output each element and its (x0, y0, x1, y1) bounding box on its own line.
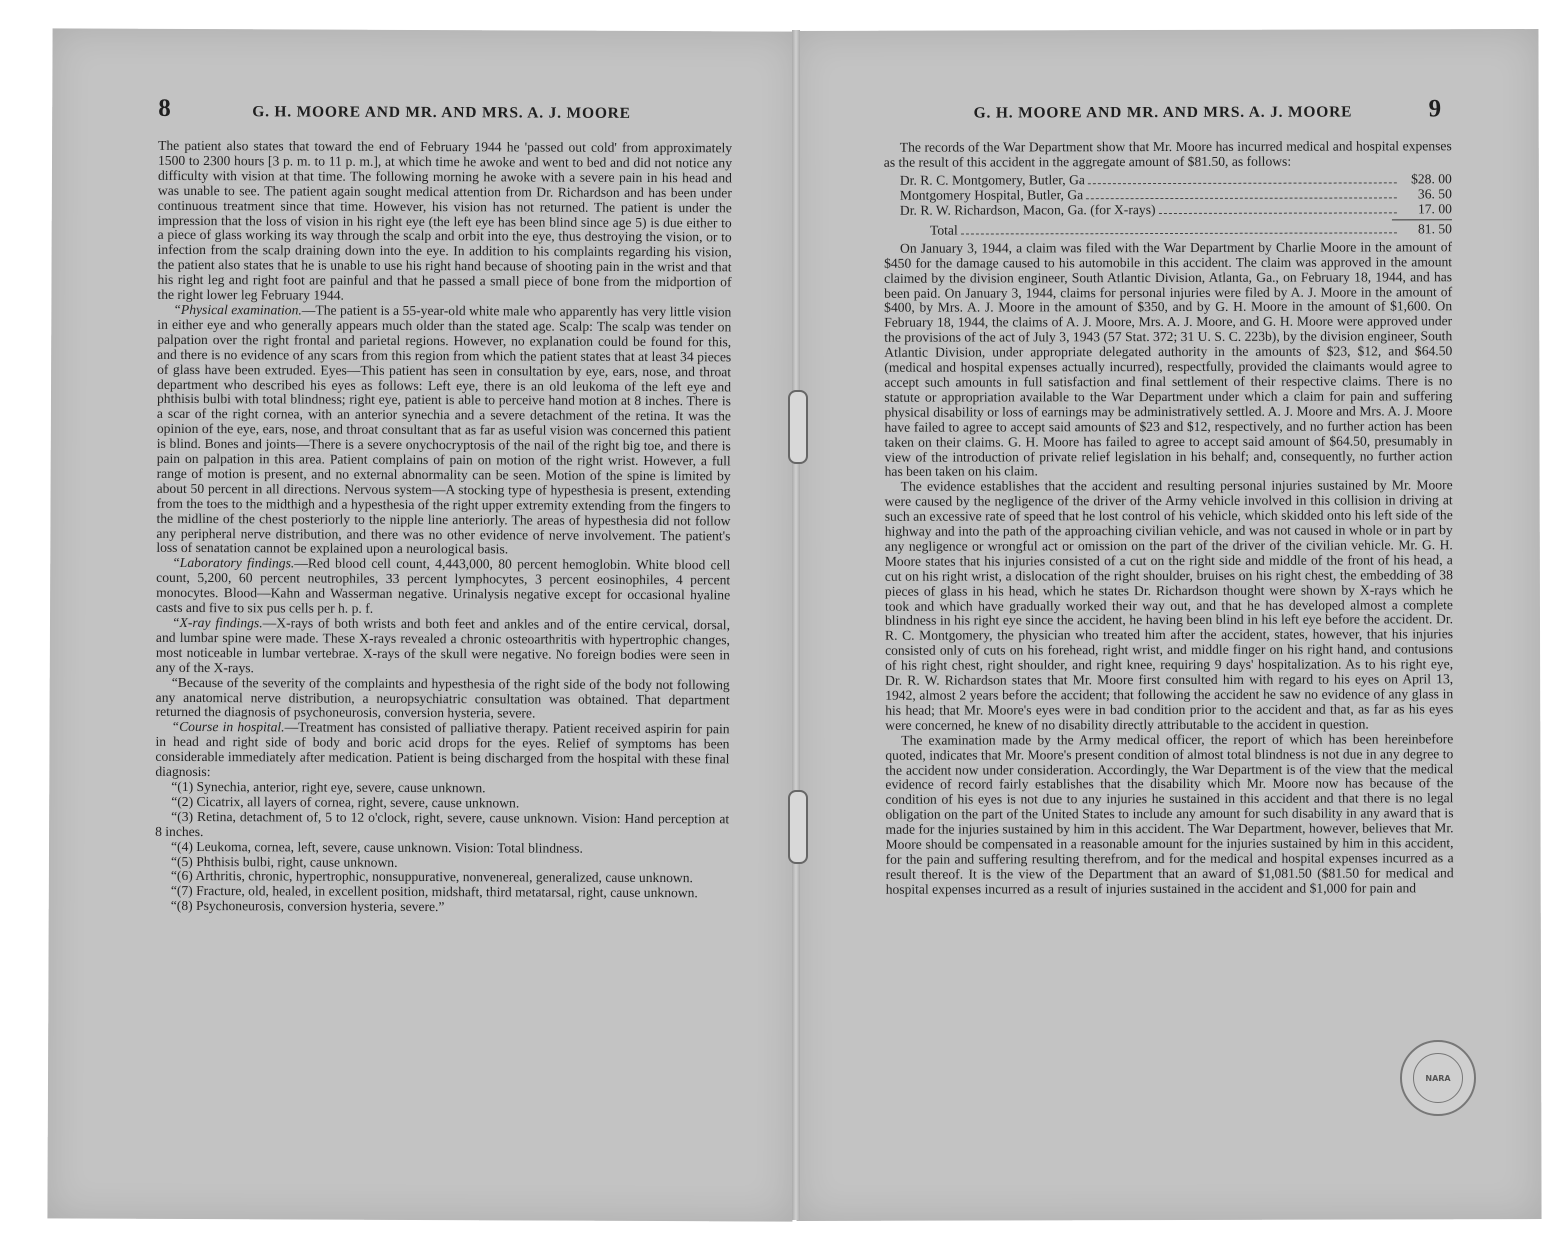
diagnosis-item: “(4) Leukoma, cornea, left, severe, cause unknown. Vision: Total blindness. (171, 838, 583, 856)
total-label: Total (929, 222, 958, 238)
expense-label: Dr. R. W. Richardson, Macon, Ga. (for X-rays) (899, 201, 1156, 218)
paragraph-text: —Red blood cell count, 4,443,000, 80 percent hemoglobin. White blood cell count, 5,200, 60 percent neutrophiles, 33 percent lymphocytes, 3 percent eosinophiles, 4 percent monocytes. Blood—Kahn and Wasserman negative. Urinalysis negative except for occasional hyaline casts and five to six pus cells per h. p. f. (156, 555, 731, 616)
page-number-left: 8 (158, 94, 171, 122)
section-label: “Physical examination. (173, 301, 302, 318)
right-body (884, 139, 1454, 897)
paragraph (156, 303, 731, 559)
diagnosis-item: “(7) Fracture, old, healed, in excellent position, midshaft, third metatarsal, right, cause unknown. (170, 883, 698, 901)
leader-dots (1088, 182, 1397, 184)
diagnosis-item: “(3) Retina, detachment of, 5 to 12 o'clock, right, severe, cause unknown. Vision: Hand perception at 8 inches. (155, 808, 730, 839)
diagnosis-item: “(6) Arthritis, chronic, hypertrophic, nonsuppurative, nonvenereal, generalized, cause unknown. (170, 868, 693, 886)
paragraph: The patient also states that toward the end of February 1944 he 'passed out cold' from approximately 1500 to 2300 hours [3 p. m. to 11 p. m.], at which time he awoke and went to bed and did not notice any difficulty with vision at that time. The following morning he awoke with a severe pain in his head and was unable to see. The patient again sought medical attention from Dr. Richardson and has been under continuous treatment since that time. However, his vision has not returned. The patient is under the impression that the loss of vision in his right eye (the left eye has been blind since age 5) is due either to a piece of glass working its way through the scalp and orbit into the eye, thus destroying the vision, or to infection from the scalp draining down into the eye. In addition to his complaints regarding his vision, the patient also states that he is unable to use his right hand because of shooting pain in the wrist and that his right leg and right foot are painful and that he passed a small piece of bone from the midportion of the right lower leg February 1944. (157, 137, 733, 303)
paragraph (156, 556, 730, 618)
diagnosis-item: “(1) Synechia, anterior, right eye, severe, cause unknown. (171, 778, 486, 796)
paragraph-text: —The patient is a 55-year-old white male who apparently has very little vision in either eye and who generally appears much older than the stated age. Scalp: The scalp was tender on palpation over the right frontal and parietal regions. However, no explanation could be found for this, and there is no evidence of any scars from this region from which the patient states that at least 34 pieces of glass have been extruded. Eyes—This patient has seen in consultation by eye, ears, nose, and throat department who described his eyes as follows: Left eye, there is an old leukoma of the left eye and phthisis bulbi with total blindness; right eye, patient is able to perceive hand motion at 8 inches. There is a scar of the right cornea, with an anterior synechia and a severe detachment of the retina. It was the opinion of the eye, ears, nose, and throat consultant that as far as useful vision was concerned this patient is blind. Bones and joints—There is a severe onychocryptosis of the nail of the right big toe, and there is pain on palpation in this area. Patient complains of pain on motion of the right wrist. However, a full range of motion is present, and no external abnormality can be seen. Motion of the spine is limited by about 50 percent in all directions. Nervous system—A stocking type of hypesthesia is present, extending from the toes to the midthigh and a hypesthesia of the right upper extremity extending from the fingers to the midline of the chest posteriorly to the nipple line anteriorly. The areas of hypesthesia did not follow any peripheral nerve distribution, and there was no other evidence of nerve involvement. The patient's loss of senatation cannot be explained upon a neurological basis. (156, 302, 732, 557)
diagnosis-item: “(8) Psychoneurosis, conversion hysteria, severe.” (170, 898, 445, 915)
total-rule (1392, 219, 1452, 220)
paragraph (155, 720, 729, 782)
paragraph-text: —Treatment has consisted of palliative therapy. Patient received aspirin for pain in head and right side of body and boric acid drops for the eyes. Relief of symptoms has been considerable immediately after medication. Patient is being discharged from the hospital with these final diagnosis: (155, 719, 730, 780)
expense-amount: $28. 00 (1411, 171, 1452, 187)
expense-label: Montgomery Hospital, Butler, Ga (899, 187, 1084, 203)
expense-row (900, 172, 1452, 188)
expense-label: Dr. R. C. Montgomery, Butler, Ga (899, 172, 1085, 188)
staple (788, 390, 808, 464)
book-gutter (792, 30, 800, 1220)
leader-dots (961, 232, 1397, 234)
running-header-right: G. H. MOORE AND MR. AND MRS. A. J. MOORE (973, 103, 1353, 122)
seal-center: NARA (1413, 1053, 1463, 1103)
paragraph (156, 616, 730, 678)
paragraph: On January 3, 1944, a claim was filed with the War Department by Charlie Moore in the amount of $450 for the damage caused to his automobile in this accident. The claim was approved in the amount claimed by the division engineer, South Atlantic Division, Atlanta, Ga., on February 18, 1944, and has been paid. On January 3, 1944, claims for personal injuries were filed by A. J. Moore in the amount of $400, by Mrs. A. J. Moore in the amount of $350, and by G. H. Moore in the amount of $1,600. On February 18, 1944, the claims of A. J. Moore, Mrs. A. J. Moore, and G. H. Moore were approved under the provisions of the act of July 3, 1943 (57 Stat. 372; 31 U. S. C. 223b), by the division engineer, South Atlantic Division, under appropriate delegated authority in the amounts of $23, $12, and $64.50 (medical and hospital expenses actually incurred), respectfully, provided the claimants would agree to accept such amounts in full satisfaction and final settlement of their respective claims. There is no statute or appropriation available to the War Department under which a claim for pain and suffering physical disability or loss of earnings may be administratively settled. A. J. Moore and Mrs. A. J. Moore have failed to agree to accept said amounts of $23 and $12, respectively, and no further action has been taken on their claims. G. H. Moore has failed to agree to accept said amount of $64.50, presumably in view of the introduction of private relief legislation in his behalf; and, consequently, no further action has been taken on his claim. (884, 239, 1453, 480)
expense-amount: 17. 00 (1417, 201, 1452, 217)
paragraph: “Because of the severity of the complaints and hypesthesia of the right side of the body not following any anatomical nerve distribution, a neuropsychiatric consultation was obtained. That department returned the diagnosis of psychoneurosis, conversion hysteria, severe. (155, 674, 730, 721)
total-amount: 81. 50 (1417, 221, 1452, 237)
leader-dots (1086, 197, 1397, 199)
expense-row (900, 202, 1452, 218)
section-label: “X-ray findings. (171, 614, 263, 631)
section-label: “Laboratory findings. (172, 555, 295, 571)
diagnosis-item: “(2) Cicatrix, all layers of cornea, right, severe, cause unknown. (171, 793, 520, 811)
page-number-right: 9 (1428, 95, 1442, 123)
archive-seal-stamp (1400, 1040, 1476, 1116)
staple (788, 790, 808, 864)
expense-amount: 36. 50 (1417, 186, 1452, 202)
left-page (47, 28, 797, 1221)
leader-dots (1159, 212, 1397, 214)
expense-total-row (900, 222, 1452, 238)
book-spread (50, 30, 1540, 1230)
paragraph: The records of the War Department show that Mr. Moore has incurred medical and hospital expenses as the result of this accident in the aggregate amount of $81.50, as follows: (883, 138, 1452, 170)
paragraph: The evidence establishes that the accident and resulting personal injuries sustained by Mr. Moore were caused by the negligence of the driver of the Army vehicle involved in this collision in driving at such an excessive rate of speed that he lost control of his vehicle, which skidded onto his left side of the highway and into the path of the approaching civilian vehicle, and was not caused in whole or in part by any negligence or wrongful act or omission on the part of the driver of the civilian vehicle. Mr. G. H. Moore states that his injuries consisted of a cut on the right side and middle of the front of his head, a cut on his right wrist, a dislocation of the right shoulder, bruises on his right chest, the embedding of 38 pieces of glass in his head, which he states Dr. Richardson thought were shown by X-rays which he took and which have gradually worked their way out, and that he has developed almost a complete blindness in his right eye since the accident, he having been blind in his left eye before the accident. Dr. R. C. Montgomery, the physician who treated him after the accident, states, however, that his injuries consisted only of cuts on his forehead, right wrist, and middle finger on his right hand, and contusions of his right chest, right shoulder, and right knee, requiring 9 days' hospitalization. As to his right eye, Dr. R. W. Richardson states that Mr. Moore first consulted him with regard to his eyes on April 13, 1942, almost 2 years before the accident; that following the accident he saw no evidence of any glass in his head; that Mr. Moore's eyes were in bad condition prior to the accident and that, as far as his eyes were concerned, he knew of no disability directly attributable to the accident in question. (884, 477, 1454, 733)
left-body (155, 139, 732, 917)
paragraph-text: —X-rays of both wrists and both feet and ankles and of the entire cervical, dorsal, and lumbar spine were made. These X-rays revealed a chronic osteoarthritis with hypertrophic changes, most noticeable in lumbar vertebrae. X-rays of the skull were negative. No foreign bodies were seen in any of the X-rays. (155, 615, 731, 675)
running-header-left: G. H. MOORE AND MR. AND MRS. A. J. MOORE (252, 103, 631, 122)
expense-table (900, 172, 1452, 238)
diagnosis-item: “(5) Phthisis bulbi, right, cause unknown. (170, 853, 398, 870)
section-label: “Course in hospital. (171, 719, 285, 735)
expense-row (900, 187, 1452, 203)
paragraph: The examination made by the Army medical officer, the report of which has been hereinbefore quoted, indicates that Mr. Moore's present condition of almost total blindness is not due in any degree to the accident now under consideration. Accordingly, the War Department is of the view that the medical evidence of record fairly establishes that the disability which Mr. Moore now has because of the condition of his eyes is not due to any injuries he sustained in this accident and that there is no legal obligation on the part of the United States to include any amount for such disability in any award that is made for the injuries sustained by him in this accident. The War Department, however, believes that Mr. Moore should be compensated in a reasonable amount for the injuries sustained by him in this accident, for the pain and suffering resulting therefrom, and for the medical and hospital expenses incurred as a result thereof. It is the view of the Department that an award of $1,081.50 ($81.50 for medical and hospital expenses incurred as a result of injuries sustained in the accident and $1,000 for pain and (885, 730, 1454, 897)
